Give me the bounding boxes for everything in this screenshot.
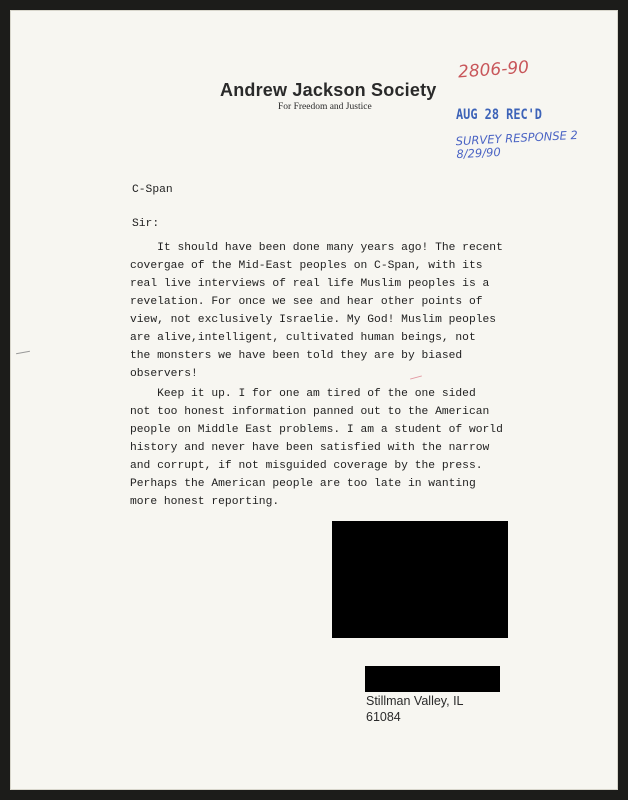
paragraph-line: not too honest information panned out to the American <box>130 406 490 418</box>
letter-paragraph-2 <box>130 385 550 511</box>
handwritten-file-number: 2806-90 <box>457 57 530 83</box>
handwritten-note-line2: 8/29/90 <box>456 144 502 162</box>
letterhead-title: Andrew Jackson Society <box>220 80 437 100</box>
paragraph-line: observers! <box>130 368 198 380</box>
paragraph-line: view, not exclusively Israelie. My God! Muslim peoples <box>130 314 497 326</box>
handwritten-note-line1: SURVEY RESPONSE 2 <box>455 127 579 149</box>
paragraph-line: people on Middle East problems. I am a student of world <box>130 424 503 436</box>
paragraph-line: Keep it up. I for one am tired of the one sided <box>130 388 476 400</box>
paragraph-line: are alive,intelligent, cultivated human beings, not <box>130 332 476 344</box>
paragraph-line: Perhaps the American people are too late in wanting <box>130 478 476 490</box>
handwritten-note <box>455 129 578 161</box>
paragraph-line: revelation. For once we see and hear other points of <box>130 296 483 308</box>
salutation: Sir: <box>132 218 160 230</box>
paragraph-line: real live interviews of real life Muslim peoples is a <box>130 278 490 290</box>
letter-paragraph-1 <box>130 239 550 383</box>
paragraph-line: and corrupt, if not misguided coverage by the press. <box>130 460 483 472</box>
paragraph-line: covergae of the Mid-East peoples on C-Span, with its <box>130 260 483 272</box>
letterhead-subtitle: For Freedom and Justice <box>278 102 372 112</box>
redacted-sender-name <box>365 666 500 692</box>
margin-mark <box>16 351 30 354</box>
addressee: C-Span <box>132 184 173 196</box>
paragraph-line: It should have been done many years ago! The recent <box>130 242 503 254</box>
sender-zip: 61084 <box>366 710 401 724</box>
received-stamp: AUG 28 REC'D <box>456 107 542 123</box>
letter-page <box>10 10 618 790</box>
paragraph-line: history and never have been satisfied with the narrow <box>130 442 490 454</box>
sender-city-state: Stillman Valley, IL <box>366 694 464 708</box>
paragraph-line: more honest reporting. <box>130 496 280 508</box>
redacted-signature <box>332 521 508 638</box>
paragraph-line: the monsters we have been told they are by biased <box>130 350 463 362</box>
